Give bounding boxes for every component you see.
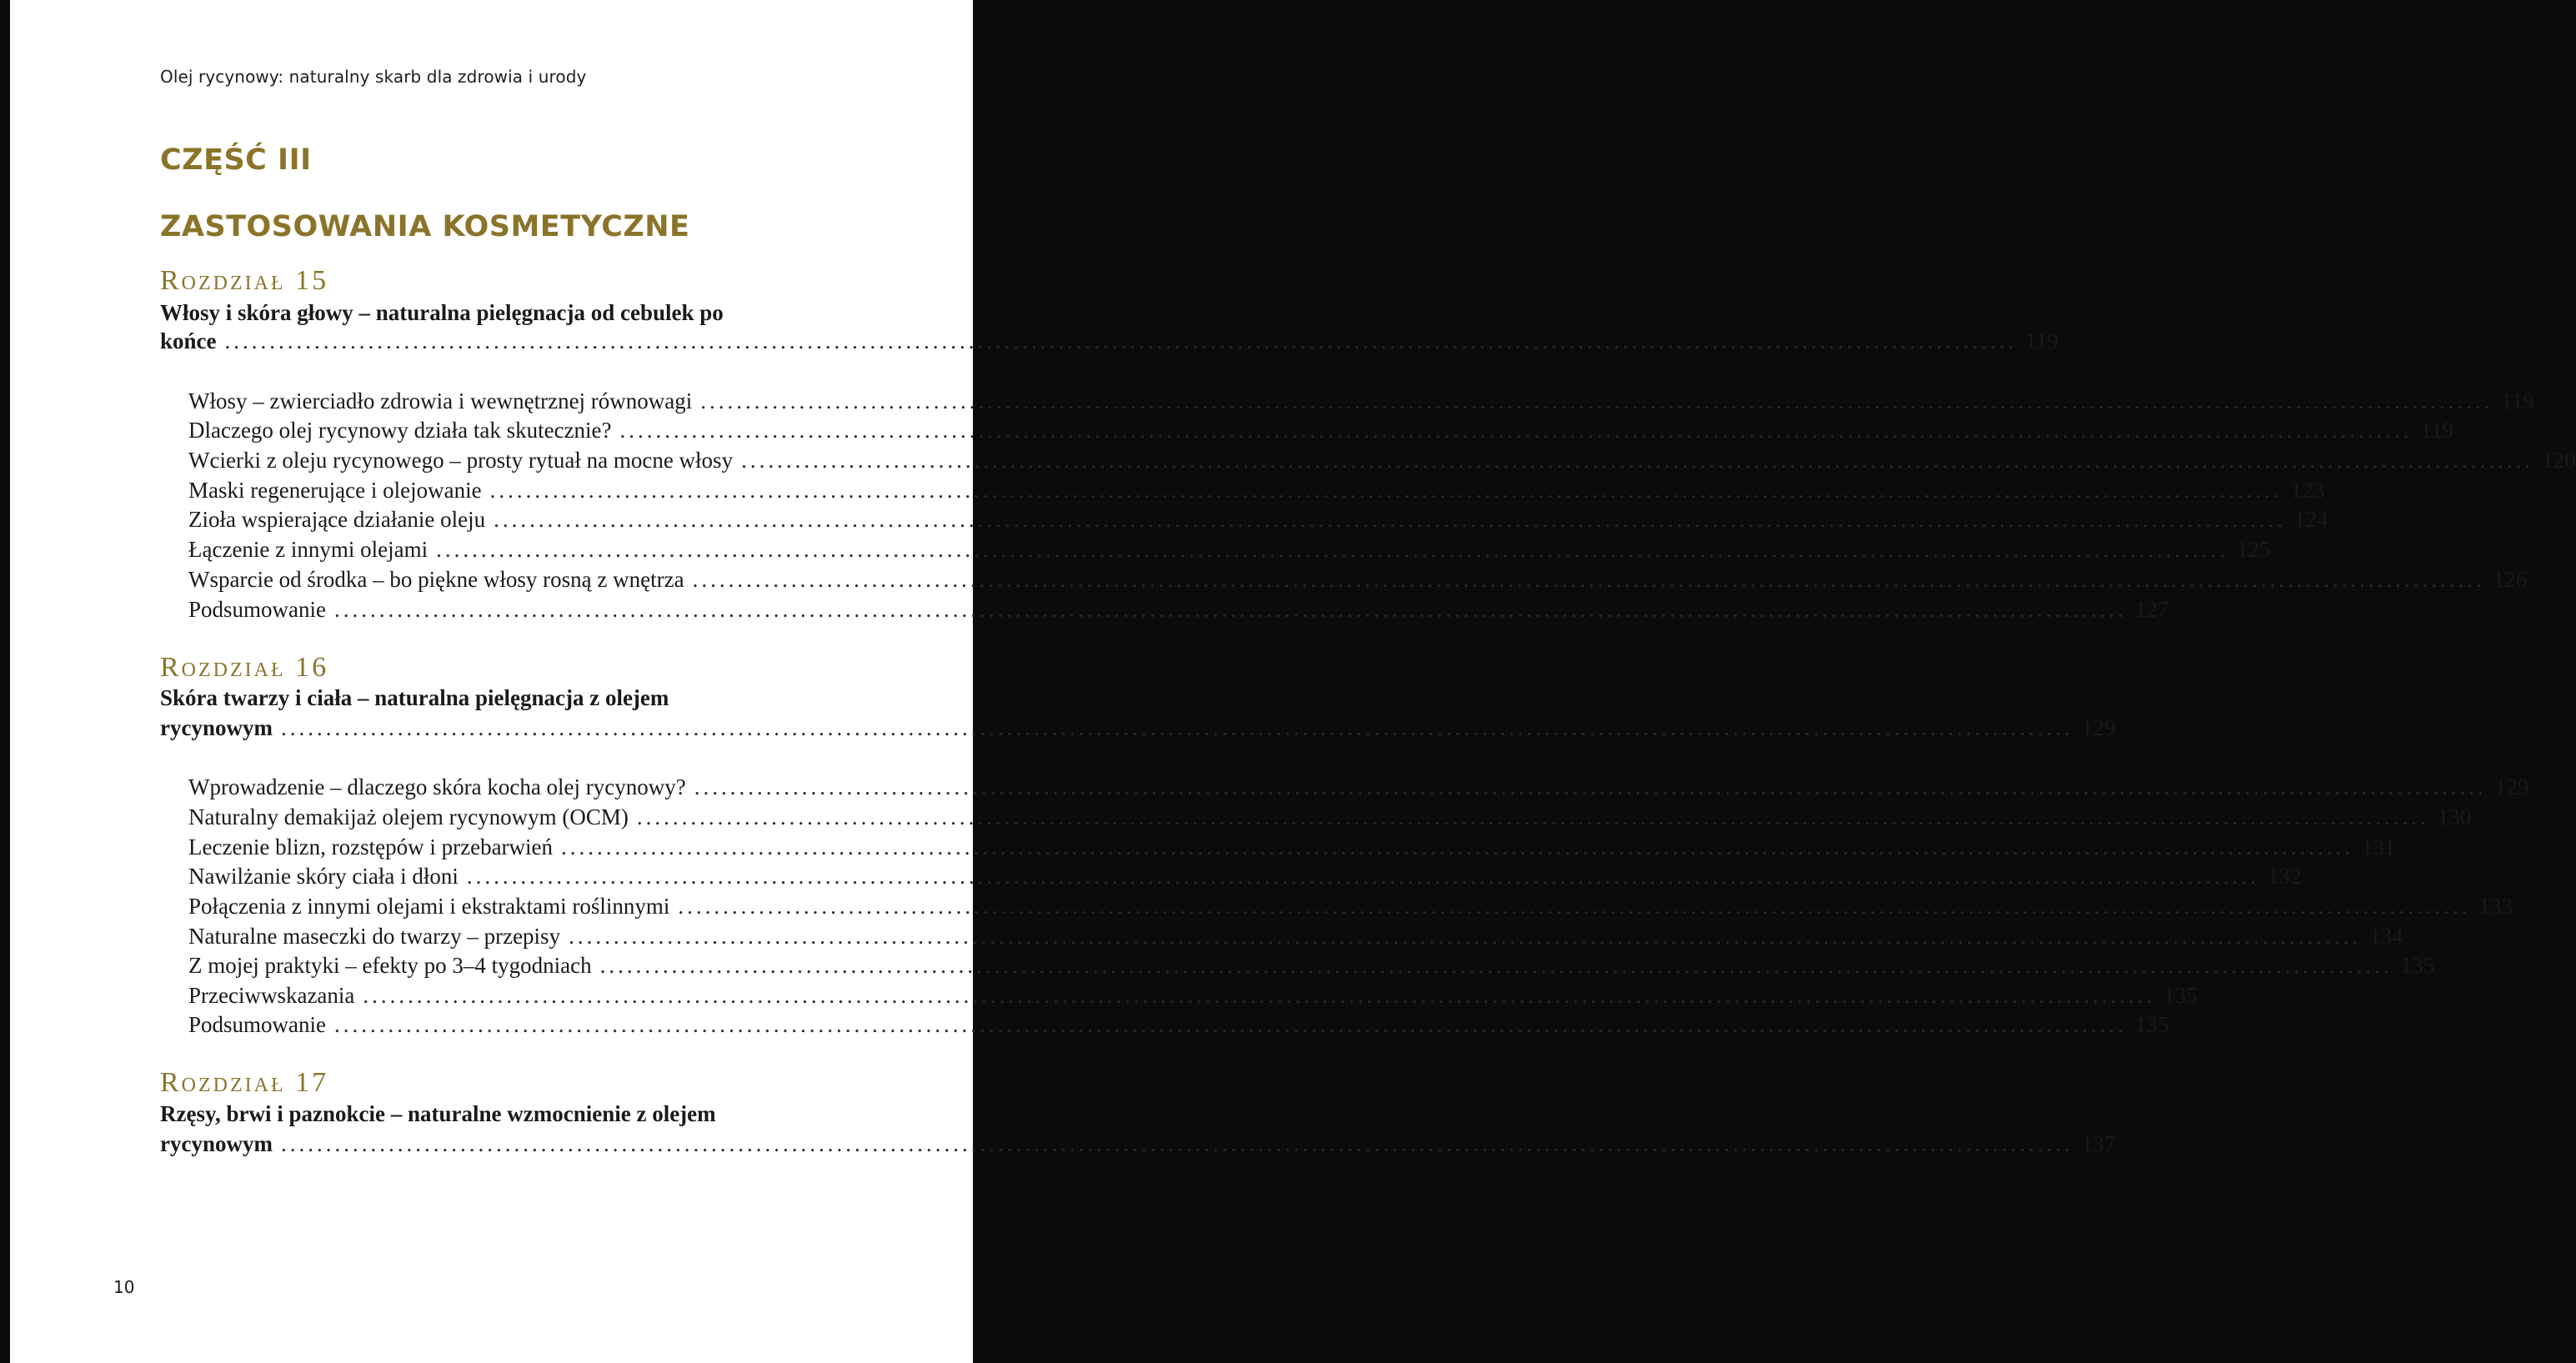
chapter-label: Rozdział 15 — [160, 265, 329, 296]
toc-entry[interactable] — [188, 418, 2454, 446]
toc-page-number: 135 — [2163, 983, 2198, 1008]
toc-entry-title: Łączenie z innymi olejami — [188, 537, 428, 562]
dot-leader: ........................................................................................................................................................................................................ — [280, 1131, 2073, 1156]
toc-entry-title: Maski regenerujące i olejowanie — [188, 478, 482, 503]
toc-page-number: 125 — [2237, 537, 2271, 562]
toc-page-number: 134 — [2369, 924, 2403, 949]
toc-entry[interactable] — [188, 567, 2528, 595]
dot-leader: ........................................................................................................................................................................................................ — [334, 597, 2127, 622]
dot-leader: ........................................................................................................................................................................................................ — [489, 478, 2283, 503]
toc-page-number: 132 — [2267, 864, 2302, 889]
dot-leader: ........................................................................................................................................................................................................ — [599, 953, 2393, 978]
toc-entry[interactable] — [188, 894, 2513, 922]
toc-page-number: 137 — [2081, 1131, 2116, 1156]
dot-leader: ........................................................................................................................................................................................................ — [436, 537, 2229, 562]
toc-entry-title: Wprowadzenie – dlaczego skóra kocha olej rycynowy? — [188, 774, 686, 799]
toc-page-number: 119 — [2025, 328, 2058, 353]
toc-page-number: 119 — [2501, 388, 2534, 413]
part-number: CZĘŚĆ III — [160, 143, 312, 177]
toc-page-number: 123 — [2290, 478, 2325, 503]
toc-entry[interactable] — [188, 983, 2198, 1011]
chapter-title: Włosy i skóra głowy – naturalna pielęgnacja od cebulek po — [160, 300, 724, 325]
toc-entry-title: Wcierki z oleju rycynowego – prosty rytuał na mocne włosy — [188, 448, 734, 473]
toc-entry-title: Z mojej praktyki – efekty po 3–4 tygodniach — [188, 953, 592, 978]
toc-page-number: 130 — [2437, 804, 2472, 829]
dot-leader: ........................................................................................................................................................................................................ — [678, 894, 2471, 919]
toc-entry[interactable] — [160, 328, 2058, 357]
dot-leader: ........................................................................................................................................................................................................ — [569, 924, 2362, 949]
toc-page-number: 135 — [2135, 1012, 2169, 1037]
toc-entry-title: rycynowym — [160, 1131, 273, 1156]
toc-entry[interactable] — [188, 388, 2534, 417]
toc-page-number: 135 — [2400, 953, 2435, 978]
toc-entry[interactable] — [188, 597, 2169, 625]
toc-page-number: 124 — [2294, 507, 2328, 532]
book-page — [10, 0, 2576, 1363]
toc-entry-title: Nawilżanie skóry ciała i dłoni — [188, 864, 459, 889]
toc-page-number: 129 — [2494, 774, 2529, 799]
running-header: Olej rycynowy: naturalny skarb dla zdrowia i urody — [160, 67, 587, 87]
toc-page-number: 131 — [2362, 834, 2396, 859]
dot-leader: ........................................................................................................................................................................................................ — [363, 983, 2156, 1008]
dot-leader: ........................................................................................................................................................................................................ — [561, 834, 2354, 859]
toc-entry[interactable] — [188, 834, 2396, 863]
toc-entry-title: Wsparcie od środka – bo piękne włosy rosną z wnętrza — [188, 567, 684, 592]
toc-entry-title: Przeciwwskazania — [188, 983, 355, 1008]
toc-entry[interactable] — [188, 537, 2271, 565]
toc-entry-title: Naturalne maseczki do twarzy – przepisy — [188, 924, 561, 949]
toc-entry[interactable] — [188, 507, 2328, 535]
dot-leader: ........................................................................................................................................................................................................ — [741, 448, 2534, 473]
toc-entry[interactable] — [188, 953, 2435, 981]
toc-page-number: 133 — [2478, 894, 2513, 919]
chapter-title: Rzęsy, brwi i paznokcie – naturalne wzmocnienie z olejem — [160, 1101, 716, 1126]
toc-entry[interactable] — [160, 1131, 2116, 1160]
dot-leader: ........................................................................................................................................................................................................ — [619, 418, 2413, 443]
dot-leader: ........................................................................................................................................................................................................ — [280, 715, 2073, 740]
toc-entry[interactable] — [188, 774, 2529, 803]
dot-leader: ........................................................................................................................................................................................................ — [466, 864, 2259, 889]
toc-entry[interactable] — [188, 864, 2302, 892]
chapter-label: Rozdział 16 — [160, 652, 329, 683]
dot-leader: ........................................................................................................................................................................................................ — [334, 1012, 2127, 1037]
part-title: ZASTOSOWANIA KOSMETYCZNE — [160, 210, 690, 243]
toc-entry-title: Włosy – zwierciadło zdrowia i wewnętrznej równowagi — [188, 388, 693, 413]
dot-leader: ........................................................................................................................................................................................................ — [692, 567, 2485, 592]
toc-entry-title: Zioła wspierające działanie oleju — [188, 507, 486, 532]
chapter-label: Rozdział 17 — [160, 1067, 329, 1098]
toc-entry[interactable] — [188, 1012, 2169, 1040]
toc-page-number: 119 — [2420, 418, 2454, 443]
toc-entry-title: Połączenia z innymi olejami i ekstraktami roślinnymi — [188, 894, 670, 919]
dot-leader: ........................................................................................................................................................................................................ — [636, 804, 2429, 829]
toc-page-number: 127 — [2135, 597, 2169, 622]
toc-page-number: 126 — [2493, 567, 2528, 592]
toc-entry-title: Dlaczego olej rycynowy działa tak skutecznie? — [188, 418, 612, 443]
toc-entry-title: rycynowym — [160, 715, 273, 740]
toc-entry-title: Podsumowanie — [188, 1012, 326, 1037]
toc-entry[interactable] — [160, 715, 2116, 744]
toc-entry-title: Leczenie blizn, rozstępów i przebarwień — [188, 834, 554, 859]
chapter-title: Skóra twarzy i ciała – naturalna pielęgnacja z olejem — [160, 685, 669, 710]
dot-leader: ........................................................................................................................................................................................................ — [224, 328, 2017, 353]
toc-entry-title: Podsumowanie — [188, 597, 326, 622]
toc-entry[interactable] — [188, 804, 2472, 833]
dot-leader: ........................................................................................................................................................................................................ — [700, 388, 2493, 413]
toc-entry[interactable] — [188, 478, 2325, 506]
toc-entry-title: końce — [160, 328, 217, 353]
page-number: 10 — [113, 1277, 135, 1297]
toc-entry-title: Naturalny demakijaż olejem rycynowym (OCM) — [188, 804, 629, 829]
toc-page-number: 129 — [2081, 715, 2116, 740]
toc-entry[interactable] — [188, 924, 2403, 952]
toc-page-number: 120 — [2542, 448, 2576, 473]
dot-leader: ........................................................................................................................................................................................................ — [694, 774, 2487, 799]
dot-leader: ........................................................................................................................................................................................................ — [494, 507, 2287, 532]
toc-entry[interactable] — [188, 448, 2576, 476]
